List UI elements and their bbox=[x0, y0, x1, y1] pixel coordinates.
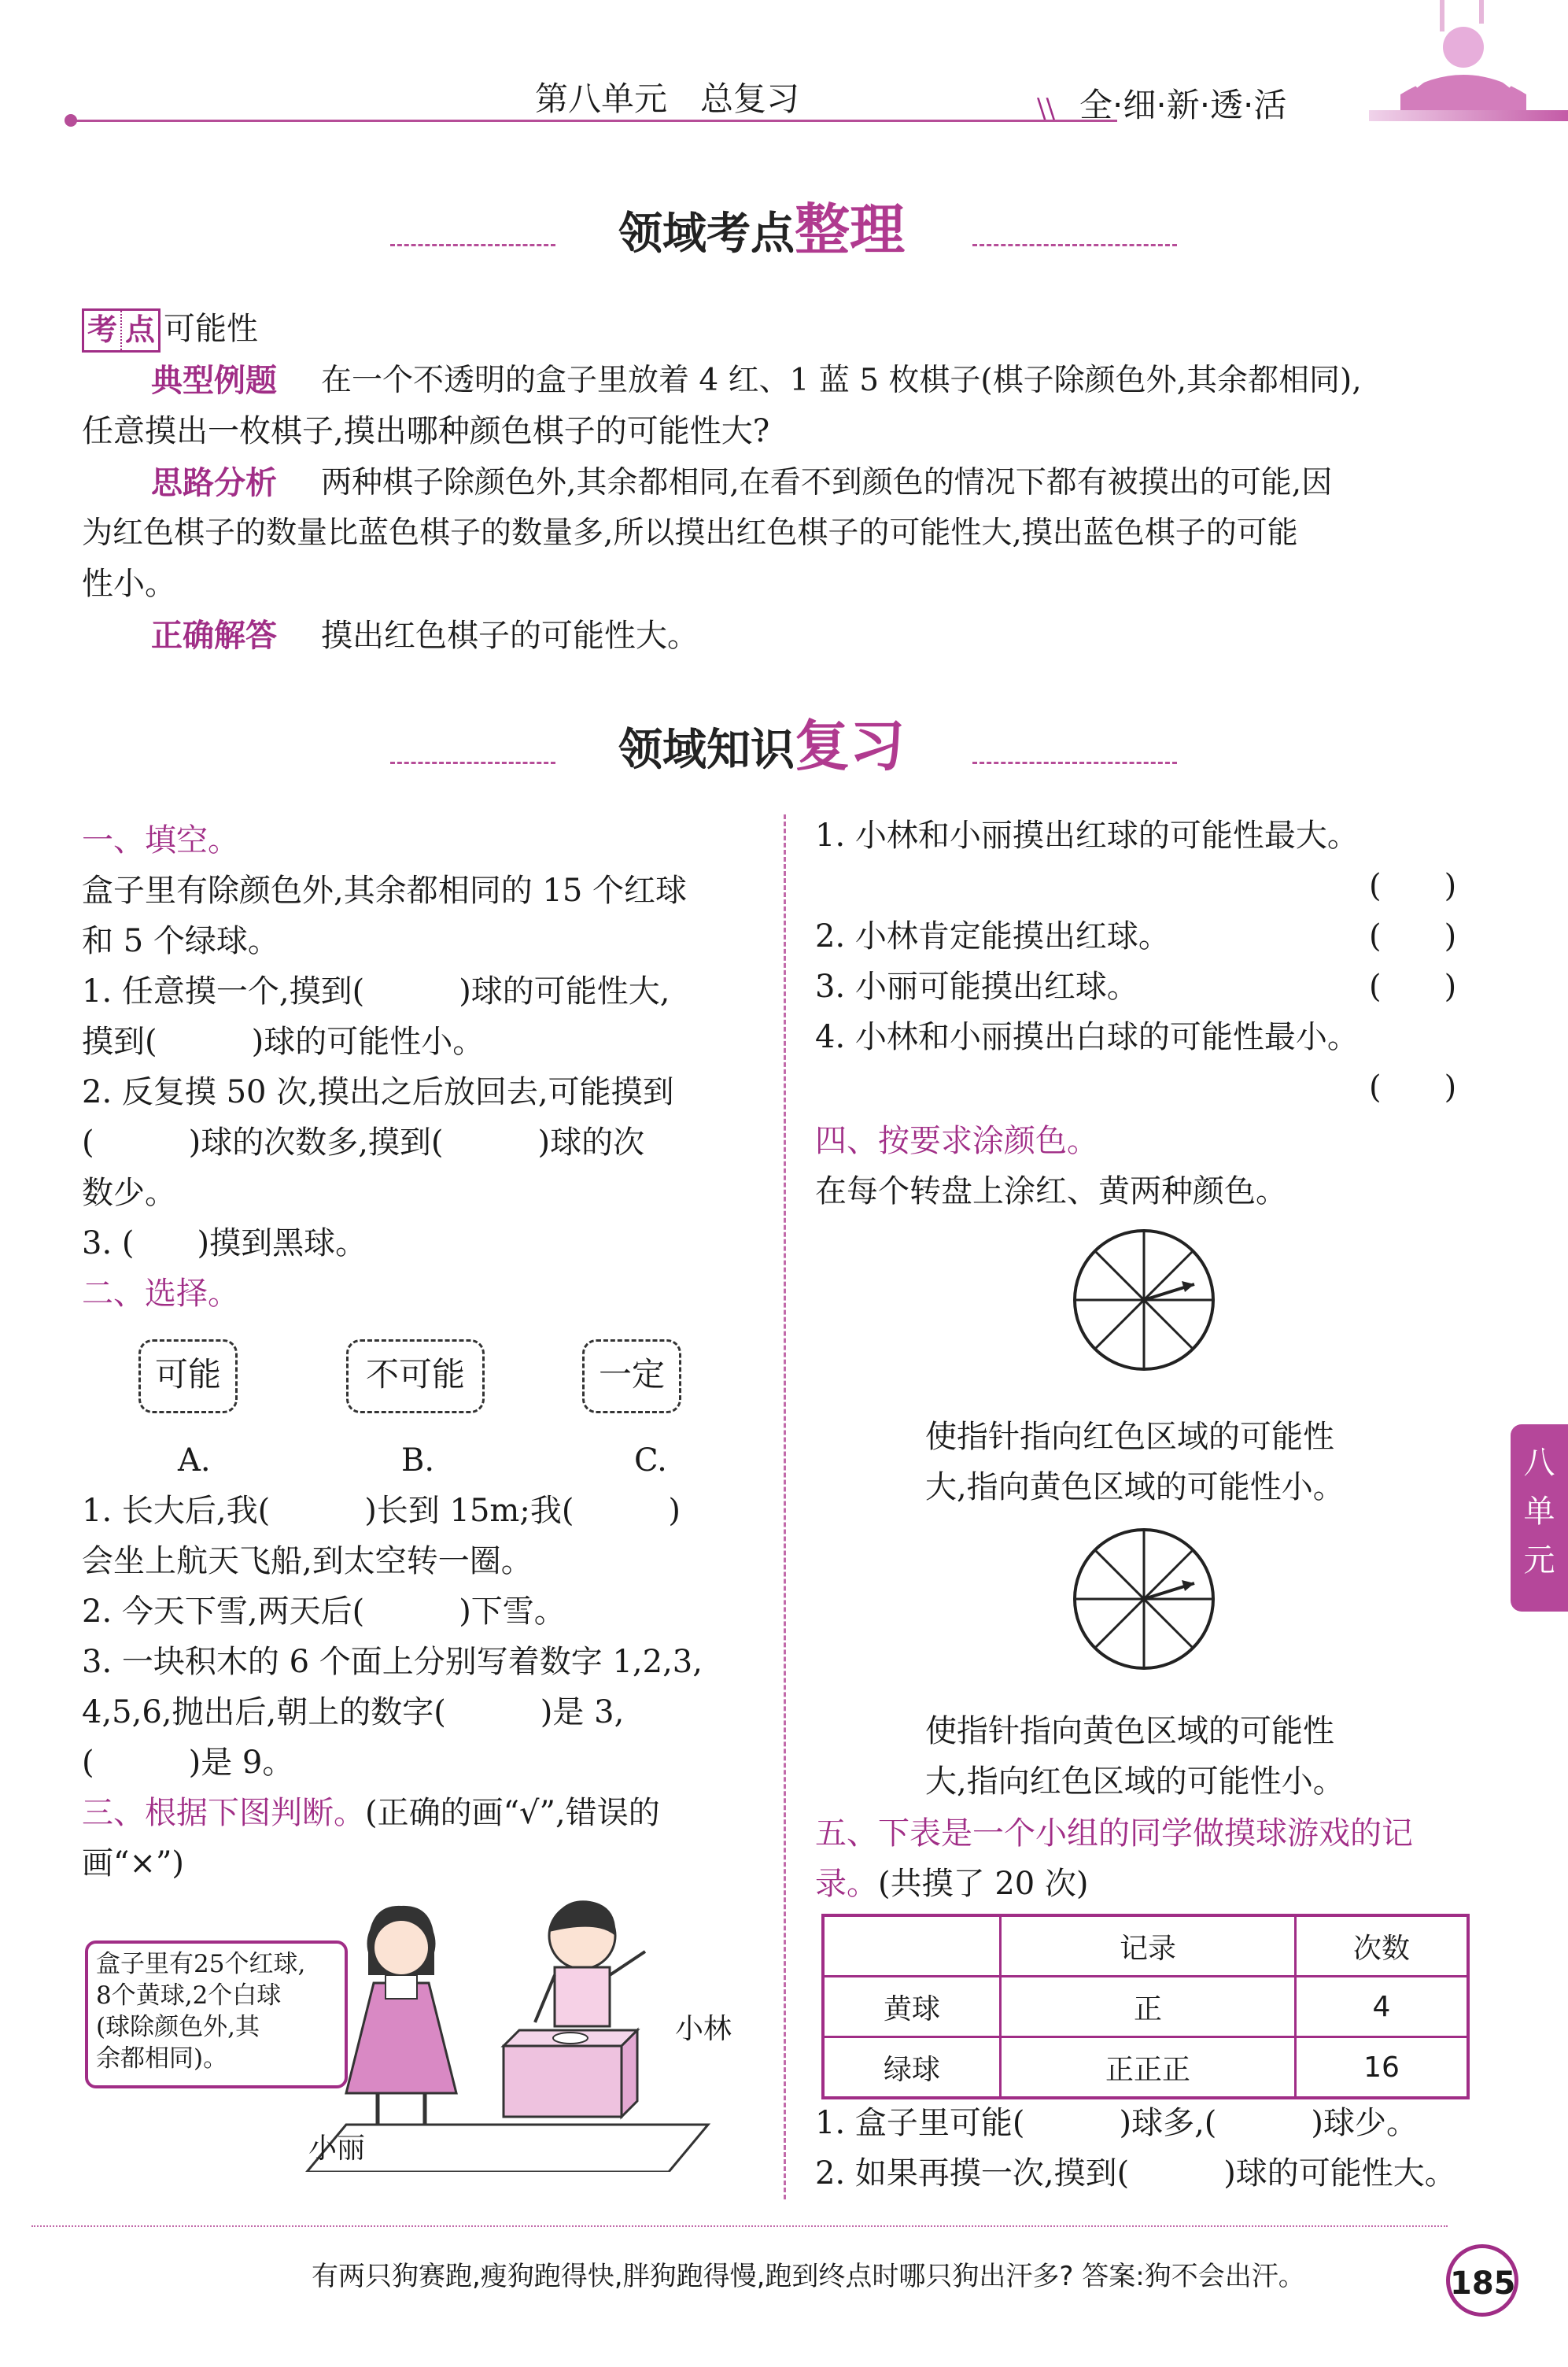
part3-q2-paren: ( ) bbox=[1369, 918, 1457, 955]
kaodian-tag-1: 考 bbox=[87, 312, 117, 347]
part4-heading: 四、按要求涂颜色。 bbox=[815, 1123, 1098, 1159]
option-letter-c: C. bbox=[634, 1442, 667, 1479]
part3-heading: 三、根据下图判断。 bbox=[82, 1795, 365, 1831]
option-box-a: 可能 bbox=[138, 1339, 238, 1413]
section-banner-summary bbox=[390, 179, 1177, 266]
header-rule-dot bbox=[65, 114, 77, 127]
name-label-xiaoli: 小丽 bbox=[308, 2133, 366, 2165]
speech-line-1: 盒子里有25个红球, bbox=[96, 1950, 306, 1978]
part2-q1-line2: 会坐上航天飞船,到太空转一圈。 bbox=[82, 1543, 533, 1579]
part2-q3-line3: ( )是 9。 bbox=[82, 1745, 294, 1781]
table-row bbox=[823, 1977, 1468, 2037]
header-slashes: \\ bbox=[1037, 93, 1055, 124]
part3-q1: 1. 小林和小丽摸出红球的可能性最大。 bbox=[815, 818, 1359, 854]
book-logo-icon bbox=[1369, 0, 1568, 150]
part5-heading-2-rest: (共摸了 20 次) bbox=[878, 1866, 1089, 1902]
part5-q1: 1. 盒子里可能( )球多,( )球少。 bbox=[815, 2105, 1419, 2141]
spinner-1-caption-1: 使指针指向红色区域的可能性 bbox=[925, 1419, 1334, 1455]
option-box-b: 不可能 bbox=[346, 1339, 485, 1413]
part5-heading: 五、下表是一个小组的同学做摸球游戏的记 bbox=[815, 1815, 1413, 1852]
table-header-cell: 次数 bbox=[1296, 1915, 1469, 1977]
header-slogan: 全·细·新·透·活 bbox=[1079, 86, 1287, 124]
unit-side-tab bbox=[1511, 1424, 1568, 1612]
part2-q1-line1: 1. 长大后,我( )长到 15m;我( ) bbox=[82, 1493, 681, 1529]
part4-intro: 在每个转盘上涂红、黄两种颜色。 bbox=[815, 1173, 1287, 1209]
part1-q2-line2: ( )球的次数多,摸到( )球的次 bbox=[82, 1124, 645, 1161]
section-title-highlight: 整理 bbox=[795, 198, 905, 262]
section-title-plain: 领域考点 bbox=[618, 209, 795, 260]
part3-heading-line2: 画“×”) bbox=[82, 1845, 185, 1881]
kaodian-tag-2: 点 bbox=[120, 311, 158, 350]
part1-q1-line1: 1. 任意摸一个,摸到( )球的可能性大, bbox=[82, 973, 670, 1010]
part3-q2: 2. 小林肯定能摸出红球。 bbox=[815, 918, 1170, 955]
part1-q1-line2: 摸到( )球的可能性小。 bbox=[82, 1024, 485, 1060]
analysis-text-3: 性小。 bbox=[82, 566, 176, 602]
example-text-1: 在一个不透明的盒子里放着 4 红、1 蓝 5 枚棋子(棋子除颜色外,其余都相同), bbox=[321, 363, 1362, 398]
table-row bbox=[823, 2037, 1468, 2099]
example-text-2: 任意摸出一枚棋子,摸出哪种颜色棋子的可能性大? bbox=[82, 413, 770, 449]
option-letter-b: B. bbox=[401, 1442, 435, 1479]
part3-q1-paren: ( ) bbox=[1369, 868, 1457, 904]
speech-line-4: 余都相同)。 bbox=[96, 2044, 228, 2073]
name-label-xiaolin: 小林 bbox=[675, 2013, 732, 2045]
spinner-2 bbox=[1072, 1527, 1216, 1671]
part1-intro-2: 和 5 个绿球。 bbox=[82, 923, 279, 959]
analysis-label: 思路分析 bbox=[151, 465, 277, 501]
unit-side-tab-char: 单 bbox=[1523, 1494, 1555, 1530]
part5-heading-line2 bbox=[815, 1859, 1089, 1909]
part3-q4-paren: ( ) bbox=[1369, 1069, 1457, 1106]
part3-q4: 4. 小林和小丽摸出白球的可能性最小。 bbox=[815, 1019, 1359, 1055]
part2-q3-line1: 3. 一块积木的 6 个面上分别写着数字 1,2,3, bbox=[82, 1644, 703, 1680]
analysis-text-2: 为红色棋子的数量比蓝色棋子的数量多,所以摸出红色棋子的可能性大,摸出蓝色棋子的可能 bbox=[82, 515, 1298, 551]
table-header-row bbox=[823, 1915, 1468, 1977]
section2-title-plain: 领域知识 bbox=[618, 725, 795, 776]
footer-rule bbox=[31, 2225, 1448, 2227]
part3-q3: 3. 小丽可能摸出红球。 bbox=[815, 969, 1138, 1005]
record-table bbox=[821, 1914, 1470, 2099]
header-rule bbox=[71, 120, 1117, 122]
section2-title-highlight: 复习 bbox=[795, 714, 905, 778]
spinner-2-caption-2: 大,指向红色区域的可能性小。 bbox=[925, 1763, 1345, 1800]
part5-q2: 2. 如果再摸一次,摸到( )球的可能性大。 bbox=[815, 2155, 1456, 2192]
part2-q2: 2. 今天下雪,两天后( )下雪。 bbox=[82, 1593, 566, 1630]
part2-q3-line2: 4,5,6,抛出后,朝上的数字( )是 3, bbox=[82, 1694, 625, 1730]
page-number: 185 bbox=[1446, 2244, 1518, 2317]
part3-heading-line1 bbox=[82, 1788, 660, 1838]
section-banner-review bbox=[390, 692, 1177, 779]
option-box-c: 一定 bbox=[582, 1339, 681, 1413]
spinner-2-caption-1: 使指针指向黄色区域的可能性 bbox=[925, 1713, 1334, 1749]
speech-line-2: 8个黄球,2个白球 bbox=[96, 1981, 282, 2010]
part2-heading: 二、选择。 bbox=[82, 1276, 239, 1312]
part5-heading-2: 录。 bbox=[815, 1866, 878, 1902]
table-cell: 正 bbox=[1001, 1977, 1296, 2037]
speech-bubble bbox=[85, 1940, 348, 2088]
table-cell: 正正正 bbox=[1001, 2037, 1296, 2099]
option-letter-a: A. bbox=[178, 1442, 211, 1479]
example-label: 典型例题 bbox=[151, 363, 277, 399]
table-cell: 4 bbox=[1296, 1977, 1469, 2037]
table-cell: 16 bbox=[1296, 2037, 1469, 2099]
table-header-cell: 记录 bbox=[1001, 1915, 1296, 1977]
spinner-1-caption-2: 大,指向黄色区域的可能性小。 bbox=[925, 1469, 1345, 1505]
answer-text: 摸出红色棋子的可能性大。 bbox=[321, 618, 699, 654]
unit-side-tab-char: 八 bbox=[1523, 1445, 1555, 1481]
part3-q3-paren: ( ) bbox=[1369, 969, 1457, 1005]
part1-intro-1: 盒子里有除颜色外,其余都相同的 15 个红球 bbox=[82, 873, 688, 909]
part1-q2-line1: 2. 反复摸 50 次,摸出之后放回去,可能摸到 bbox=[82, 1074, 674, 1110]
table-header-cell bbox=[823, 1915, 1001, 1977]
spinner-1 bbox=[1072, 1228, 1216, 1372]
part1-heading: 一、填空。 bbox=[82, 822, 239, 859]
speech-line-3: (球除颜色外,其 bbox=[96, 2013, 260, 2041]
part1-q3: 3. ( )摸到黑球。 bbox=[82, 1225, 367, 1261]
part3-heading-rest: (正确的画“√”,错误的 bbox=[365, 1795, 660, 1831]
analysis-text-1: 两种棋子除颜色外,其余都相同,在看不到颜色的情况下都有被摸出的可能,因 bbox=[321, 465, 1333, 500]
column-divider bbox=[784, 814, 786, 2199]
part1-q2-line3: 数少。 bbox=[82, 1175, 176, 1211]
kaodian-label: 可能性 bbox=[164, 311, 258, 347]
table-cell: 黄球 bbox=[823, 1977, 1001, 2037]
kaodian-tag bbox=[82, 308, 160, 353]
footer-riddle: 有两只狗赛跑,瘦狗跑得快,胖狗跑得慢,跑到终点时哪只狗出汗多? 答案:狗不会出汗。 bbox=[312, 2261, 1305, 2292]
header-unit: 第八单元 总复习 bbox=[535, 79, 800, 118]
unit-side-tab-char: 元 bbox=[1523, 1542, 1555, 1579]
table-cell: 绿球 bbox=[823, 2037, 1001, 2099]
answer-label: 正确解答 bbox=[151, 618, 277, 654]
